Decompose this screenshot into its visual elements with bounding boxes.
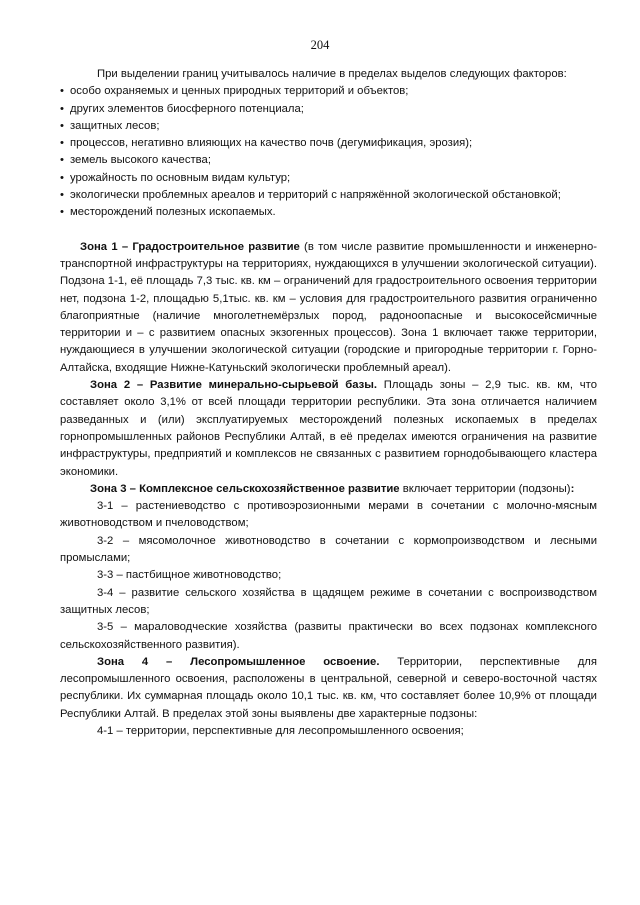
zone3-text: включает территории (подзоны): [399, 482, 571, 495]
zone1-paragraph: [60, 239, 597, 377]
zone2-text: Площадь зоны – 2,9 тыс. кв. км, что составляет около 3,1% от всей площади территории республики. Эта зона отличается наличием разведанных и (или) эксплуатируемых месторождений полезных ископаемых в пределах горнопромышленных районов Республики Алтай, в её пределах имеются ограничения на развитие инфраструктуры, предприятий и комплексов не связанных с развитием горнодобывающего кластера экономики.: [60, 379, 597, 478]
bullet-icon: •: [60, 85, 64, 98]
zone1-text: (в том числе развитие промышленности и инженерно-транспортной инфраструктуры на территориях, нуждающихся в улучшении экологической ситуации). Подзона 1-1, её площадь 7,3 тыс. кв. км – ограничений для градостроительного освоения территории нет, подзона 1-2, площадью 5,1тыс. кв. км – условия для градостроительного развития ограниченно благоприятные (наличие многолетнемёрзлых пород, радоноопасные и высокосейсмичные территории и – с развитием опасных экзогенных процессов). Зона 1 включает также территории, нуждающиеся в улучшении экологической ситуации (городские и пригородные территории г. Горно-Алтайска, входящие Нижне-Катуньский экологически проблемный ареал).: [60, 240, 598, 374]
subzone-item: 3-2 – мясомолочное животноводство в сочетании с кормопроизводством и лесными промыслами;: [60, 534, 597, 565]
bullet-icon: •: [60, 154, 64, 167]
subzone-item: 3-3 – пастбищное животноводство;: [97, 569, 282, 582]
subzone-item: 4-1 – территории, перспективные для лесопромышленного освоения;: [97, 724, 464, 737]
subzone-item: 3-5 – мараловодческие хозяйства (развиты практически во всех подзонах комплексного сельскохозяйственного развития).: [60, 621, 597, 651]
bullet-icon: •: [60, 171, 64, 184]
page-body: [60, 66, 597, 740]
bullet-icon: •: [60, 206, 64, 219]
intro-paragraph: При выделении границ учитывалось наличие в пределах выделов следующих факторов:: [97, 68, 567, 80]
zone1-title: Зона 1 – Градостроительное развитие: [80, 240, 300, 253]
page-number: 204: [310, 38, 330, 52]
list-item: • особо охраняемых и ценных природных территорий и объектов;: [60, 83, 597, 100]
zone4-text: Территории, перспективные для лесопромышленного освоения, расположены в центральной, северной и северо-восточной частях республики. Их суммарная площадь около 10,1 тыс. кв. км, что составляет более 10,9% от площади Республики Алтай. В пределах этой зоны выявлены две характерные подзоны:: [60, 655, 597, 720]
list-item: • экологически проблемных ареалов и территорий с напряжённой экологической обстановкой;: [60, 187, 597, 204]
bullet-icon: •: [60, 119, 64, 132]
zone3-colon: :: [570, 482, 575, 495]
list-item: • урожайность по основным видам культур;: [60, 170, 597, 187]
bullet-icon: •: [60, 102, 64, 115]
bullet-icon: •: [60, 189, 64, 202]
zone4-title: Зона 4 – Лесопромышленное освоение.: [97, 655, 380, 668]
spacer: [60, 222, 597, 239]
subzone-item: 3-4 – развитие сельского хозяйства в щадящем режиме в сочетании с воспроизводством защитных лесов;: [60, 586, 597, 616]
subzone-item: 3-1 – растениеводство с противоэрозионными мерами в сочетании с молочно-мясным животноводством и пчеловодством;: [60, 500, 597, 530]
list-item: • процессов, негативно влияющих на качество почв (дегумификация, эрозия);: [60, 135, 597, 152]
list-item: • месторождений полезных ископаемых.: [60, 204, 597, 221]
list-item: • земель высокого качества;: [60, 152, 597, 169]
list-item: • защитных лесов;: [60, 118, 597, 135]
bullet-icon: •: [60, 137, 64, 150]
zone2-paragraph: [60, 377, 597, 481]
zone4-paragraph: [60, 654, 597, 723]
list-item: • других элементов биосферного потенциала;: [60, 101, 597, 118]
zone3-title: Зона 3 – Комплексное сельскохозяйственное развитие: [90, 482, 400, 495]
zone3-paragraph: [60, 481, 597, 498]
factors-list: [60, 83, 597, 221]
zone2-title: Зона 2 – Развитие минерально-сырьевой базы.: [90, 379, 378, 392]
